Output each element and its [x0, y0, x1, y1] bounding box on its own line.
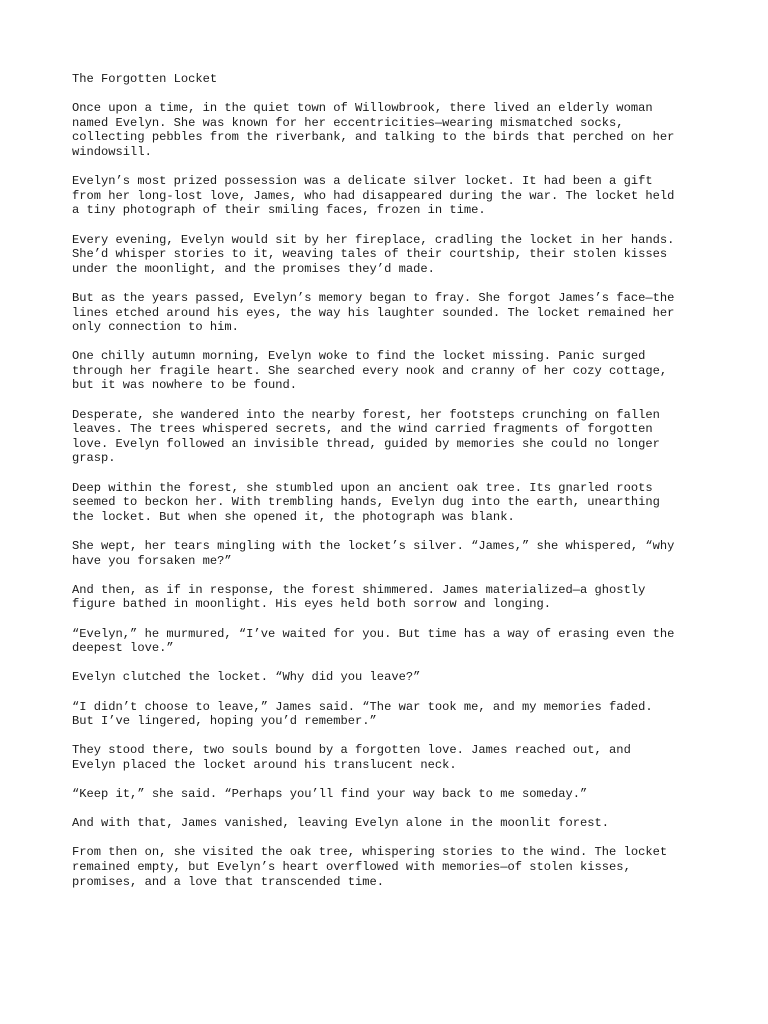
text-line: And with that, James vanished, leaving Evelyn alone in the moonlit forest. — [72, 816, 610, 831]
text-line: grasp. — [72, 451, 116, 466]
text-line: windowsill. — [72, 144, 152, 159]
text-line: love. Evelyn followed an invisible thread, guided by memories she could no longer — [72, 436, 660, 451]
text-line: named Evelyn. She was known for her eccentricities—wearing mismatched socks, — [72, 115, 624, 130]
text-line: One chilly autumn morning, Evelyn woke to find the locket missing. Panic surged — [72, 349, 646, 364]
text-line: “I didn’t choose to leave,” James said. “The war took me, and my memories faded. — [72, 699, 653, 714]
paragraph — [72, 670, 712, 685]
text-line: Deep within the forest, she stumbled upon an ancient oak tree. Its gnarled roots — [72, 480, 653, 495]
paragraph — [72, 291, 712, 335]
text-line: Every evening, Evelyn would sit by her fireplace, cradling the locket in her hands. — [72, 232, 675, 247]
text-line: But I’ve lingered, hoping you’d remember.” — [72, 714, 377, 729]
text-line: And then, as if in response, the forest shimmered. James materialized—a ghostly — [72, 582, 646, 597]
paragraph — [72, 627, 712, 656]
paragraph — [72, 408, 712, 466]
document-page — [72, 72, 712, 904]
text-line: lines etched around his eyes, the way his laughter sounded. The locket remained her — [72, 305, 675, 320]
paragraph — [72, 743, 712, 772]
text-line: a tiny photograph of their smiling faces, frozen in time. — [72, 203, 486, 218]
text-line: leaves. The trees whispered secrets, and the wind carried fragments of forgotten — [72, 422, 653, 437]
text-line: have you forsaken me?” — [72, 553, 232, 568]
text-line: They stood there, two souls bound by a forgotten love. James reached out, and — [72, 743, 631, 758]
document-title: The Forgotten Locket — [72, 72, 218, 86]
text-line: She wept, her tears mingling with the locket’s silver. “James,” she whispered, “why — [72, 539, 675, 553]
paragraph — [72, 700, 712, 729]
text-line: the locket. But when she opened it, the photograph was blank. — [72, 509, 515, 524]
document-body — [72, 101, 712, 889]
text-line: “Evelyn,” he murmured, “I’ve waited for you. But time has a way of erasing even the — [72, 626, 675, 641]
text-line: Evelyn’s most prized possession was a delicate silver locket. It had been a gift — [72, 174, 653, 189]
text-line: “Keep it,” she said. “Perhaps you’ll find your way back to me someday.” — [72, 787, 588, 802]
paragraph — [72, 101, 712, 159]
text-line: Evelyn placed the locket around his translucent neck. — [72, 757, 457, 772]
text-line: from her long-lost love, James, who had disappeared during the war. The locket held — [72, 188, 675, 203]
text-line: collecting pebbles from the riverbank, and talking to the birds that perched on her — [72, 130, 675, 145]
text-line: promises, and a love that transcended time. — [72, 874, 385, 889]
text-line: Once upon a time, in the quiet town of Willowbrook, there lived an elderly woman — [72, 101, 653, 116]
paragraph — [72, 845, 712, 889]
paragraph — [72, 816, 712, 831]
text-line: deepest love.” — [72, 641, 174, 656]
text-line: figure bathed in moonlight. His eyes held both sorrow and longing. — [72, 597, 551, 612]
text-line: seemed to beckon her. With trembling hands, Evelyn dug into the earth, unearthing — [72, 495, 660, 510]
paragraph — [72, 583, 712, 612]
text-line: But as the years passed, Evelyn’s memory began to fray. She forgot James’s face—the — [72, 290, 675, 305]
paragraph — [72, 349, 712, 393]
text-line: Evelyn clutched the locket. “Why did you leave?” — [72, 670, 421, 685]
text-line: Desperate, she wandered into the nearby forest, her footsteps crunching on fallen — [72, 407, 660, 422]
paragraph — [72, 787, 712, 802]
text-line: From then on, she visited the oak tree, whispering stories to the wind. The locket — [72, 845, 668, 860]
paragraph — [72, 174, 712, 218]
text-line: She’d whisper stories to it, weaving tales of their courtship, their stolen kisses — [72, 247, 668, 262]
paragraph — [72, 539, 712, 568]
paragraph — [72, 481, 712, 525]
text-line: under the moonlight, and the promises they’d made. — [72, 261, 435, 276]
text-line: only connection to him. — [72, 320, 239, 335]
paragraph — [72, 233, 712, 277]
text-line: remained empty, but Evelyn’s heart overflowed with memories—of stolen kisses, — [72, 860, 631, 875]
text-line: through her fragile heart. She searched every nook and cranny of her cozy cottage, — [72, 363, 668, 378]
text-line: but it was nowhere to be found. — [72, 378, 297, 393]
